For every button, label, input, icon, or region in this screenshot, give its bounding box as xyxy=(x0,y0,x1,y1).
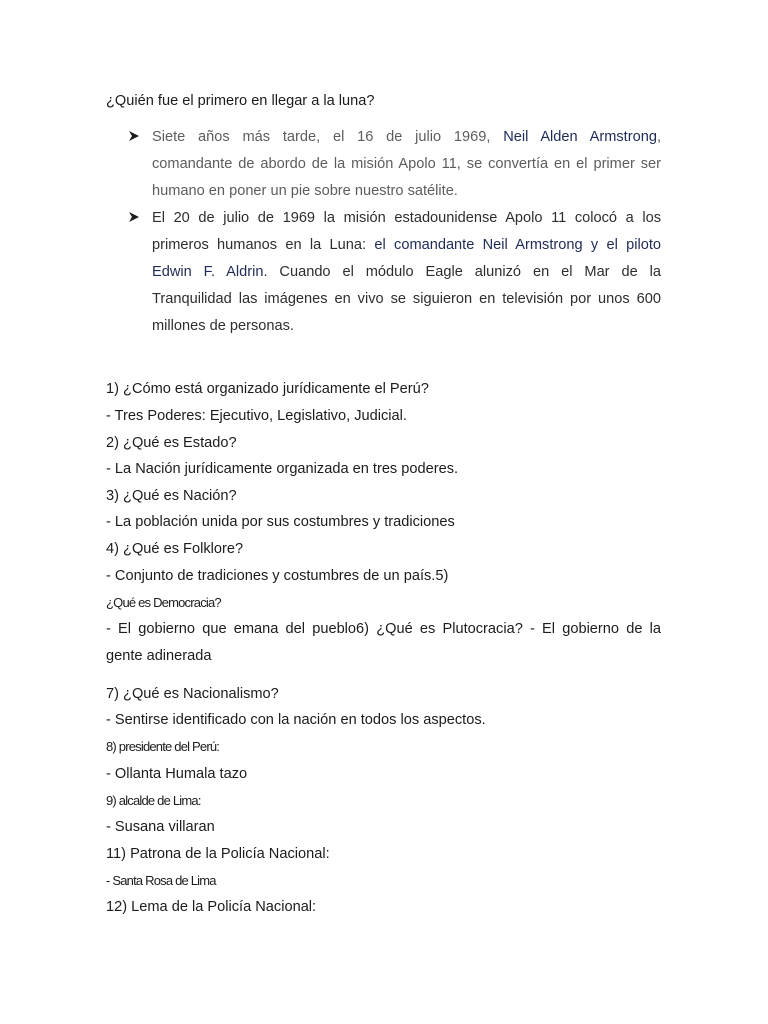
bullet-2-line-1: El 20 de julio de 1969 la misión estadounidense Apolo 11 colocó a los xyxy=(152,210,661,226)
qa-line-16: - Susana villaran xyxy=(106,819,215,835)
qa-line-2: - Tres Poderes: Ejecutivo, Legislativo, Judicial. xyxy=(106,408,407,424)
qa-line-18: - Santa Rosa de Lima xyxy=(106,873,216,888)
bullet-paragraph-2 xyxy=(152,205,661,340)
armstrong-pilot-link[interactable]: el comandante Neil Armstrong y el piloto xyxy=(374,237,661,253)
qa-line-12: - Sentirse identificado con la nación en todos los aspectos. xyxy=(106,712,486,728)
neil-armstrong-link[interactable]: Neil Alden Armstrong xyxy=(503,129,657,145)
qa-line-3: 2) ¿Qué es Estado? xyxy=(106,435,237,451)
qa-line-10a: - El gobierno que emana del pueblo6) ¿Qué es Plutocracia? - El gobierno de la xyxy=(106,621,661,637)
bullet-1-line-1: Siete años más tarde, el 16 de julio 1969, Neil Alden Armstrong, xyxy=(152,129,662,145)
qa-line-6: - La población unida por sus costumbres y tradiciones xyxy=(106,514,455,530)
qa-line-9: ¿Qué es Democracia? xyxy=(106,595,221,610)
qa-line-5: 3) ¿Qué es Nación? xyxy=(106,488,237,504)
bullet-1-line-2: comandante de abordo de la misión Apolo 11, se convertía en el primer ser xyxy=(152,156,661,172)
qa-line-19: 12) Lema de la Policía Nacional: xyxy=(106,899,317,915)
qa-line-14: - Ollanta Humala tazo xyxy=(106,766,248,782)
qa-line-15: 9) alcalde de Lima: xyxy=(106,793,201,808)
bullet-2-line-3: Edwin F. Aldrin. Cuando el módulo Eagle alunizó en el Mar de la xyxy=(152,264,661,280)
qa-line-13: 8) presidente del Perú: xyxy=(106,739,220,754)
bullet-2-line-5: millones de personas. xyxy=(152,318,294,334)
qa-line-8: - Conjunto de tradiciones y costumbres de un país.5) xyxy=(106,568,449,584)
bullet-2-line-4: Tranquilidad las imágenes en vivo se siguieron en televisión por unos 600 xyxy=(152,291,661,307)
qa-line-7: 4) ¿Qué es Folklore? xyxy=(106,541,244,557)
bullet-2-line-2: primeros humanos en la Luna: el comandante Neil Armstrong y el piloto xyxy=(152,237,661,253)
edwin-aldrin-link[interactable]: Edwin F. Aldrin xyxy=(152,264,264,280)
qa-paragraph-6 xyxy=(106,616,661,670)
qa-line-4: - La Nación jurídicamente organizada en tres poderes. xyxy=(106,461,459,477)
qa-line-10b: gente adinerada xyxy=(106,648,212,664)
bullet-1-line-3: humano en poner un pie sobre nuestro satélite. xyxy=(152,183,458,199)
moon-question-title: ¿Quién fue el primero en llegar a la luna? xyxy=(106,93,375,109)
bullet-arrow-icon xyxy=(128,211,140,223)
bullet-paragraph-1 xyxy=(152,124,661,205)
qa-line-1: 1) ¿Cómo está organizado jurídicamente el Perú? xyxy=(106,381,429,397)
bullet-arrow-icon xyxy=(128,130,140,142)
qa-line-17: 11) Patrona de la Policía Nacional: xyxy=(106,846,330,862)
qa-line-11: 7) ¿Qué es Nacionalismo? xyxy=(106,686,279,702)
